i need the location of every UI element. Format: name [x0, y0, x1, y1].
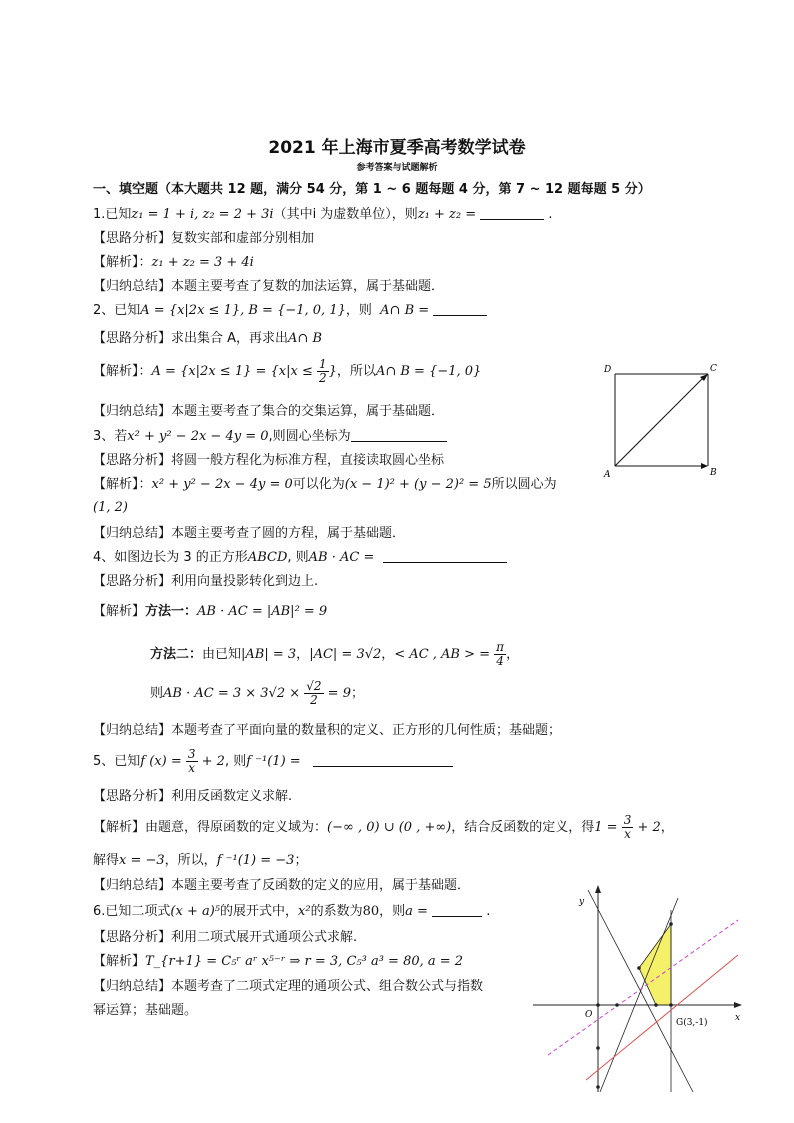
- q3-summary: 【归纳总结】本题主要考查了圆的方程，属于基础题．: [93, 526, 406, 541]
- q4-analysis: 【思路分析】利用向量投影转化到边上.: [93, 574, 319, 589]
- q5-analysis: 【思路分析】利用反函数定义求解.: [93, 789, 293, 804]
- answer-blank: [433, 303, 487, 316]
- fraction: $\frac{√2}{2}$: [306, 679, 322, 707]
- vertex-label-c: C: [710, 364, 717, 374]
- q3-stem: 3、若x² + y² − 2x − 4y = 0,则圆心坐标为: [93, 428, 447, 446]
- q4-method1: 【解析】方法一：AB · AC = |AB|² = 9: [93, 604, 328, 619]
- q1-analysis: 【思路分析】复数实部和虚部分别相加: [93, 231, 315, 246]
- answer-blank: [432, 904, 482, 917]
- q4-method2: 方法二：由已知|AB| = 3，|AC| = 3√2，< AC , AB > = $\frac{\pi}{4}$ ，: [150, 640, 520, 668]
- q6-summary-2: 幂运算；基础题。: [93, 1003, 198, 1018]
- q1-stem: 1.已知z₁ = 1 + i, z₂ = 2 + 3i（其中i 为虚数单位），则z₁ + z₂ = .: [93, 207, 553, 222]
- answer-blank: [480, 207, 544, 220]
- q2-summary: 【归纳总结】本题主要考查了集合的交集运算，属于基础题．: [93, 404, 445, 419]
- point-label-g: G(3,-1): [676, 1018, 708, 1028]
- q1-summary: 【归纳总结】本题主要考查了复数的加法运算，属于基础题．: [93, 279, 445, 294]
- axis-label-y: y: [579, 897, 585, 907]
- q6-analysis: 【思路分析】利用二项式展开式通项公式求解.: [93, 930, 358, 945]
- fraction: $\frac{1}{2}$: [319, 357, 327, 385]
- fraction: $\frac{\pi}{4}$: [496, 640, 505, 668]
- vertex-label-b: B: [710, 468, 717, 478]
- page-subtitle: 参考答案与试题解析: [356, 163, 438, 173]
- answer-blank: [351, 429, 447, 442]
- q1-solution: 【解析】：z₁ + z₂ = 3 + 4i: [93, 255, 254, 270]
- axis-label-x: x: [735, 1013, 741, 1023]
- q2-solution: 【解析】：A = {x|2x ≤ 1} = {x|x ≤ $\frac{1}{2}$ }，所以A∩ B = {−1, 0}: [93, 357, 482, 385]
- q5-solution-2: 解得x = −3，所以，f ⁻¹(1) = −3；: [93, 853, 308, 868]
- square-figure: [598, 360, 722, 480]
- answer-blank: [383, 550, 507, 563]
- q6-summary: 【归纳总结】本题考查了二项式定理的通项公式、组合数公式与指数: [93, 979, 484, 994]
- q4-summary: 【归纳总结】本题考查了平面向量的数量积的定义、正方形的几何性质；基础题；: [93, 723, 562, 738]
- q3-solution: 【解析】：x² + y² − 2x − 4y = 0可以化为(x − 1)² + (y − 2)² = 5所以圆心为: [93, 477, 557, 492]
- q2-analysis: 【思路分析】求出集合 A，再求出A∩ B: [93, 331, 323, 346]
- q5-solution: 【解析】由题意，得原函数的定义域为：(−∞ , 0) ∪ (0 , +∞)，结合反函数的定义，得1 = $\frac{3}{x}$ + 2，: [93, 813, 674, 841]
- q4-method2-result: 则AB · AC = 3 × 3√2 × $\frac{√2}{2}$ = 9；: [150, 679, 364, 707]
- linear-programming-figure: [528, 880, 746, 1102]
- origin-label: O: [585, 1010, 593, 1020]
- page-title: 2021 年上海市夏季高考数学试卷: [268, 138, 526, 158]
- section-heading: 一、填空题（本大题共 12 题，满分 54 分，第 1 ~ 6 题每题 4 分，第 7 ~ 12 题每题 5 分）: [93, 182, 651, 197]
- q2-stem: 2、已知A = {x|2x ≤ 1}, B = {−1, 0, 1}，则 A∩ B =: [93, 302, 487, 320]
- q4-stem: 4、如图边长为 3 的正方形ABCD, 则AB · AC =: [93, 549, 507, 567]
- q6-solution: 【解析】T_{r+1} = C₅ʳ aʳ x⁵⁻ʳ ⇒ r = 3, C₅³ a³ = 80, a = 2: [93, 954, 464, 969]
- q3-center: (1, 2): [93, 500, 128, 515]
- fraction: $\frac{3}{x}$: [187, 747, 196, 775]
- q5-summary: 【归纳总结】本题主要考查了反函数的定义的应用，属于基础题．: [93, 878, 471, 893]
- q5-stem: 5、已知f (x) = $\frac{3}{x}$ + 2, 则f ⁻¹(1) =: [93, 748, 453, 776]
- fraction: $\frac{3}{x}$: [623, 813, 632, 841]
- answer-blank: [313, 754, 453, 767]
- vertex-label-d: D: [604, 365, 612, 375]
- vertex-label-a: A: [604, 470, 611, 480]
- q6-stem: 6.已知二项式(x + a)⁵的展开式中，x²的系数为80，则a = .: [93, 904, 491, 919]
- q3-analysis: 【思路分析】将圆一般方程化为标准方程，直接读取圆心坐标: [93, 453, 445, 468]
